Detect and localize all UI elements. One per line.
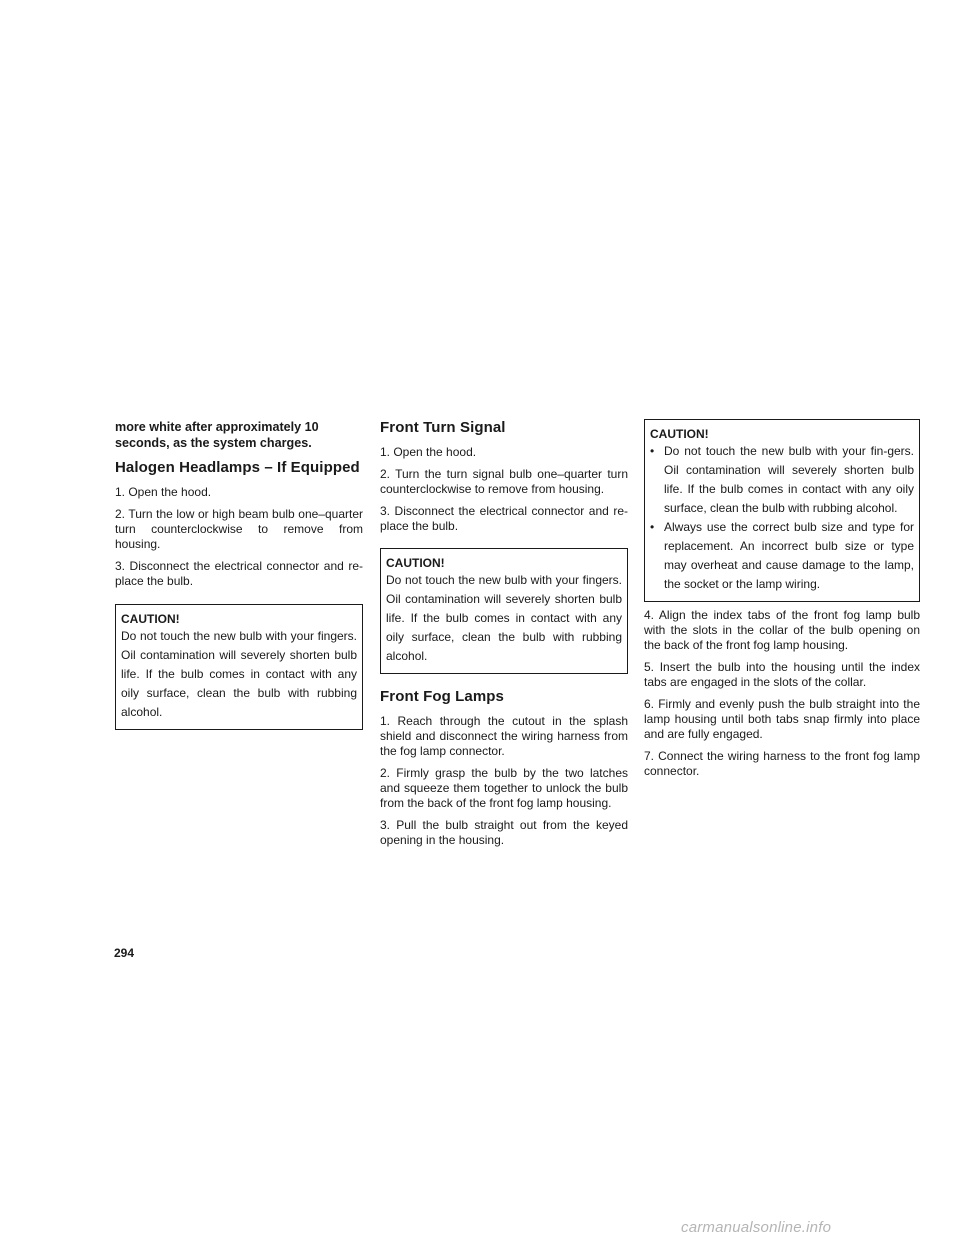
step-5: 5. Insert the bulb into the housing until the index tabs are engaged in the slots of the collar. [644,660,920,689]
caution-box [380,548,628,674]
continued-text: more white after approximately 10 seconds, as the system charges. [115,420,319,450]
bullet-icon: • [650,444,655,458]
caution-item [650,518,914,594]
caution-box [644,419,920,602]
heading-front-fog-lamps: Front Fog Lamps [380,688,504,705]
step-2: 2. Turn the low or high beam bulb one–quarter turn counterclockwise to remove from housing. [115,507,363,551]
step-3: 3. Disconnect the electrical connector and re-place the bulb. [380,504,628,533]
step-6: 6. Firmly and evenly push the bulb straight into the lamp housing until both tabs snap firmly into place and are fully engaged. [644,697,920,741]
caution-list [650,442,914,594]
heading-halogen-headlamps: Halogen Headlamps – If Equipped [115,459,360,476]
caution-title: CAUTION! [650,427,709,441]
caution-box [115,604,363,730]
step-2: 2. Firmly grasp the bulb by the two latches and squeeze them together to unlock the bulb from the back of the front fog lamp housing. [380,766,628,810]
caution-title: CAUTION! [386,556,445,570]
column-3 [644,419,920,786]
caution-body: Do not touch the new bulb with your fingers. Oil contamination will severely shorten bulb life. If the bulb comes in contact with any oily surface, clean the bulb with rubbing alcohol. [386,573,622,663]
caution-item-text: Always use the correct bulb size and type for replacement. An incorrect bulb size or type may overheat and cause damage to the lamp, the socket or the lamp wiring. [664,520,914,591]
step-3: 3. Disconnect the electrical connector and re-place the bulb. [115,559,363,588]
step-7: 7. Connect the wiring harness to the front fog lamp connector. [644,749,920,778]
step-1: 1. Reach through the cutout in the splash shield and disconnect the wiring harness from the fog lamp connector. [380,714,628,758]
heading-front-turn-signal: Front Turn Signal [380,419,506,436]
column-1 [115,419,363,744]
bullet-icon: • [650,520,655,534]
step-1: 1. Open the hood. [115,485,212,499]
column-2 [380,419,628,855]
watermark: carmanualsonline.info [681,1219,832,1236]
step-4: 4. Align the index tabs of the front fog lamp bulb with the slots in the collar of the bulb opening on the back of the front fog lamp housing. [644,608,920,652]
caution-body: Do not touch the new bulb with your fingers. Oil contamination will severely shorten bulb life. If the bulb comes in contact with any oily surface, clean the bulb with rubbing alcohol. [121,629,357,719]
caution-title: CAUTION! [121,612,180,626]
caution-item-text: Do not touch the new bulb with your fin-gers. Oil contamination will severely shorten bulb life. If the bulb comes in contact with any oily surface, clean the bulb with rubbing alcohol. [664,444,914,515]
step-3: 3. Pull the bulb straight out from the keyed opening in the housing. [380,818,628,847]
step-1: 1. Open the hood. [380,445,477,459]
step-2: 2. Turn the turn signal bulb one–quarter turn counterclockwise to remove from housing. [380,467,628,496]
caution-item [650,442,914,518]
page-number: 294 [114,946,135,960]
